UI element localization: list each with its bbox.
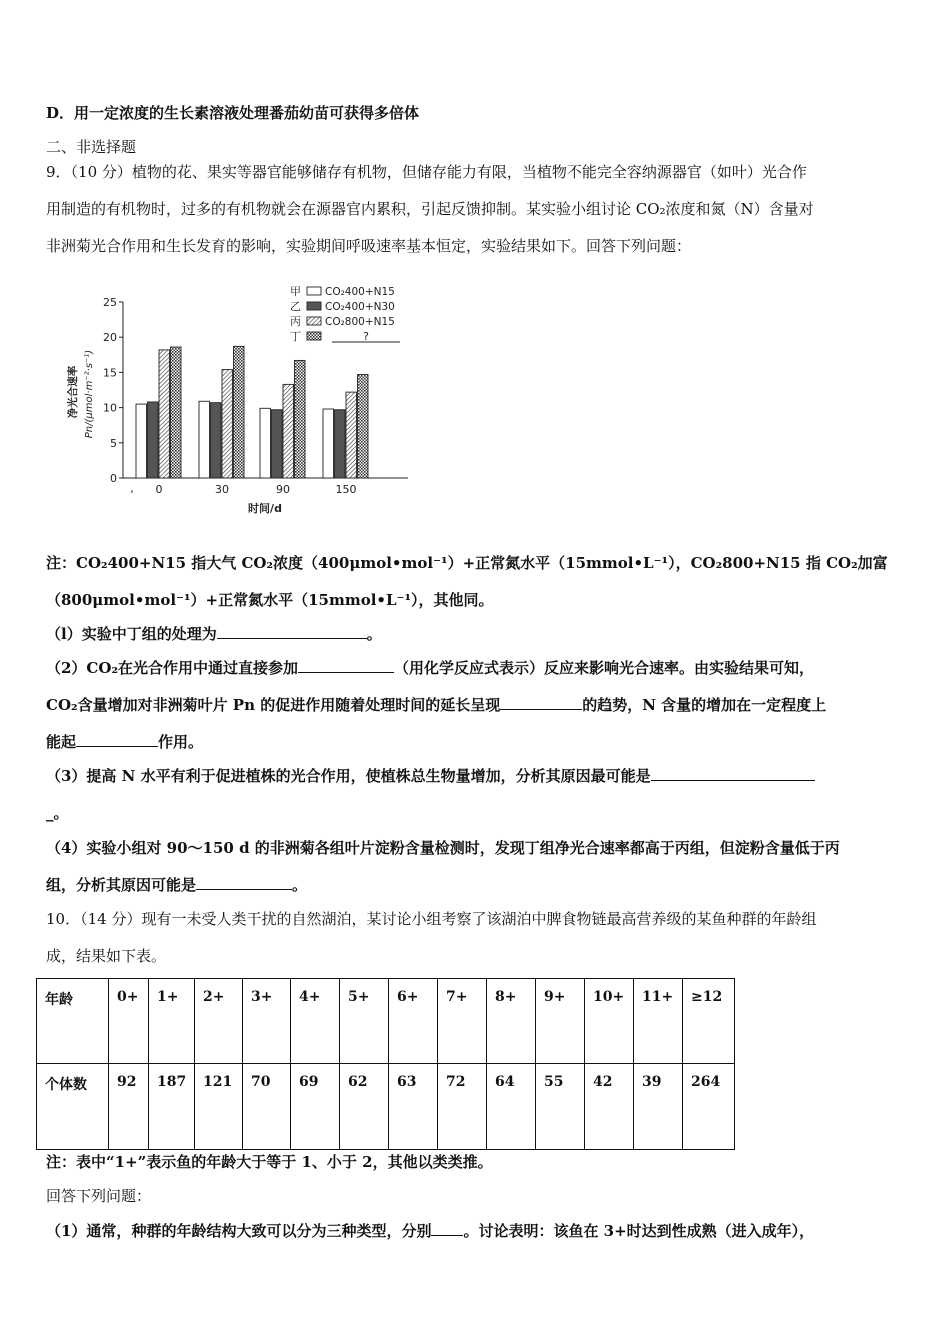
table-cell: 8+ xyxy=(487,979,536,1064)
legend-swatch xyxy=(307,302,321,310)
y-tick-label: 25 xyxy=(103,296,117,309)
y-tick-label: 10 xyxy=(103,401,117,415)
x-axis-title: 时间/d xyxy=(248,502,282,515)
y-axis-unit: Pn/(μmol·m⁻²·s⁻¹) xyxy=(84,349,95,439)
q9-part4-b: 组，分析其原因可能是 xyxy=(46,876,197,894)
section-heading: 二、非选择题 xyxy=(46,138,137,156)
table-row xyxy=(37,979,735,1064)
q9-text-2: 用制造的有机物时，过多的有机物就会在源器官内累积，引起反馈抑制。某实验小组讨论 CO₂浓度和氮（N）含量对 xyxy=(46,200,814,218)
bar xyxy=(222,370,233,478)
q9-text-1: 9．（10 分）植物的花、果实等器官能够储存有机物，但储存能力有限，当植物不能完全容纳源器官（如叶）光合作 xyxy=(46,163,807,181)
table-cell: 3+ xyxy=(243,979,291,1064)
q9-part4-line1: （4）实验小组对 90～150 d 的非洲菊各组叶片淀粉含量检测时，发现丁组净光合速率都高于丙组，但淀粉含量低于丙 xyxy=(46,839,840,857)
bar xyxy=(346,392,357,478)
legend-group-label: 丁 xyxy=(290,330,301,343)
bar xyxy=(358,375,369,478)
legend-swatch xyxy=(307,287,321,295)
table-cell: 92 xyxy=(109,1064,149,1150)
bar xyxy=(136,404,147,478)
answer-blank[interactable] xyxy=(217,624,367,639)
y-axis-title: 净光合速率 xyxy=(67,365,79,419)
x-tick-label: 0 xyxy=(155,483,163,496)
answer-blank[interactable] xyxy=(500,695,582,710)
q9-part4-line2 xyxy=(46,875,307,895)
table-cell: 69 xyxy=(291,1064,340,1150)
bar xyxy=(295,360,306,478)
table-cell: 39 xyxy=(634,1064,683,1150)
q9-part3-line2: _。 xyxy=(46,804,69,822)
bar xyxy=(323,409,334,478)
bar xyxy=(171,347,182,478)
table-cell: 7+ xyxy=(438,979,487,1064)
y-tick-label: 20 xyxy=(103,331,117,345)
q9-part2-a: （2）CO₂在光合作用中通过直接参加 xyxy=(46,659,299,677)
q9-part1-end: 。 xyxy=(366,625,382,643)
bar xyxy=(283,384,294,478)
legend-label: ? xyxy=(363,330,369,343)
bar xyxy=(199,401,210,478)
q10-text-1: 10．（14 分）现有一未受人类干扰的自然湖泊，某讨论小组考察了该湖泊中脾食物链最高营养级的某鱼种群的年龄组 xyxy=(46,910,817,928)
table-cell: 62 xyxy=(340,1064,389,1150)
table-header-cell: 年龄 xyxy=(37,979,109,1064)
bar xyxy=(335,410,346,478)
legend-swatch xyxy=(307,317,321,325)
x-origin-mark: , xyxy=(130,482,134,495)
table-cell: 10+ xyxy=(585,979,634,1064)
q9-part1-text: （l）实验中丁组的处理为 xyxy=(46,625,217,643)
table-cell: 70 xyxy=(243,1064,291,1150)
x-tick-label: 150 xyxy=(335,483,357,496)
table-header-cell: 个体数 xyxy=(37,1064,109,1150)
legend-label: CO₂400+N30 xyxy=(325,301,395,313)
table-cell: 72 xyxy=(438,1064,487,1150)
bar xyxy=(148,402,159,478)
note-1: 注：CO₂400+N15 指大气 CO₂浓度（400μmol•mol⁻¹）+正常氮水平（15mmol•L⁻¹），CO₂800+N15 指 CO₂加富 xyxy=(46,554,888,572)
note-2: （800μmol•mol⁻¹）+正常氮水平（15mmol•L⁻¹），其他同。 xyxy=(46,591,494,609)
answer-blank[interactable] xyxy=(196,875,292,890)
bar xyxy=(211,403,222,478)
bar xyxy=(272,410,283,478)
table-cell: ≥12 xyxy=(683,979,735,1064)
q10-text-2: 成，结果如下表。 xyxy=(46,947,167,965)
y-tick-label: 5 xyxy=(110,436,117,450)
table-cell: 4+ xyxy=(291,979,340,1064)
q9-part2-b: （用化学反应式表示）反应来影响光合速率。由实验结果可知， xyxy=(394,659,815,677)
legend-swatch xyxy=(307,332,321,340)
table-cell: 264 xyxy=(683,1064,735,1150)
table-cell: 5+ xyxy=(340,979,389,1064)
legend-label: CO₂800+N15 xyxy=(325,316,395,328)
legend-group-label: 丙 xyxy=(290,315,301,328)
q10-part1 xyxy=(46,1221,814,1241)
legend-label: CO₂400+N15 xyxy=(325,286,395,298)
option-d: D．用一定浓度的生长素溶液处理番茄幼苗可获得多倍体 xyxy=(46,104,420,122)
q9-part2-d: 的趋势，N 含量的增加在一定程度上 xyxy=(582,696,827,714)
table-row xyxy=(37,1064,735,1150)
x-tick-label: 90 xyxy=(276,483,290,496)
y-tick-label: 15 xyxy=(103,366,117,380)
bar xyxy=(159,350,170,478)
table-cell: 0+ xyxy=(109,979,149,1064)
legend-group-label: 乙 xyxy=(290,300,301,313)
bar xyxy=(234,346,245,478)
answer-blank[interactable] xyxy=(431,1221,463,1236)
x-tick-label: 30 xyxy=(215,483,229,496)
q9-part2-e: 能起 xyxy=(46,733,77,751)
bar xyxy=(260,408,271,478)
table-cell: 55 xyxy=(536,1064,585,1150)
q9-part1 xyxy=(46,624,382,644)
q9-part4-c: 。 xyxy=(292,876,308,894)
table-cell: 11+ xyxy=(634,979,683,1064)
q9-part3-a: （3）提高 N 水平有利于促进植株的光合作用，使植株总生物量增加，分析其原因最可能是 xyxy=(46,767,651,785)
q10-part1-b: 。讨论表明：该鱼在 3+时达到性成熟（进入成年）， xyxy=(463,1222,815,1240)
table-cell: 2+ xyxy=(195,979,243,1064)
q9-part2-line2 xyxy=(46,695,826,715)
answer-blank[interactable] xyxy=(651,766,815,781)
table-cell: 63 xyxy=(389,1064,438,1150)
age-structure-table xyxy=(36,978,735,1150)
table-cell: 9+ xyxy=(536,979,585,1064)
net-photosynthesis-bar-chart xyxy=(67,282,420,522)
note-3: 注：表中“1+”表示鱼的年龄大于等于 1、小于 2，其他以类类推。 xyxy=(46,1153,493,1171)
q9-part2-line3 xyxy=(46,732,203,752)
table-cell: 187 xyxy=(149,1064,195,1150)
q9-part2-f: 作用。 xyxy=(158,733,204,751)
table-cell: 1+ xyxy=(149,979,195,1064)
legend-group-label: 甲 xyxy=(290,285,301,298)
table-cell: 42 xyxy=(585,1064,634,1150)
table-cell: 6+ xyxy=(389,979,438,1064)
q9-part3-line1 xyxy=(46,766,815,786)
table-cell: 121 xyxy=(195,1064,243,1150)
q9-text-3: 非洲菊光合作用和生长发育的影响，实验期间呼吸速率基本恒定，实验结果如下。回答下列问题： xyxy=(46,237,692,255)
answer-blank[interactable] xyxy=(76,732,158,747)
answer-blank[interactable] xyxy=(298,658,394,673)
q10-part1-a: （1）通常，种群的年龄结构大致可以分为三种类型，分别 xyxy=(46,1222,432,1240)
table-cell: 64 xyxy=(487,1064,536,1150)
q9-part2-line1 xyxy=(46,658,814,678)
y-tick-label: 0 xyxy=(110,472,117,485)
q9-part2-c: CO₂含量增加对非洲菊叶片 Pn 的促进作用随着处理时间的延长呈现 xyxy=(46,696,501,714)
answer-prompt: 回答下列问题： xyxy=(46,1187,152,1205)
